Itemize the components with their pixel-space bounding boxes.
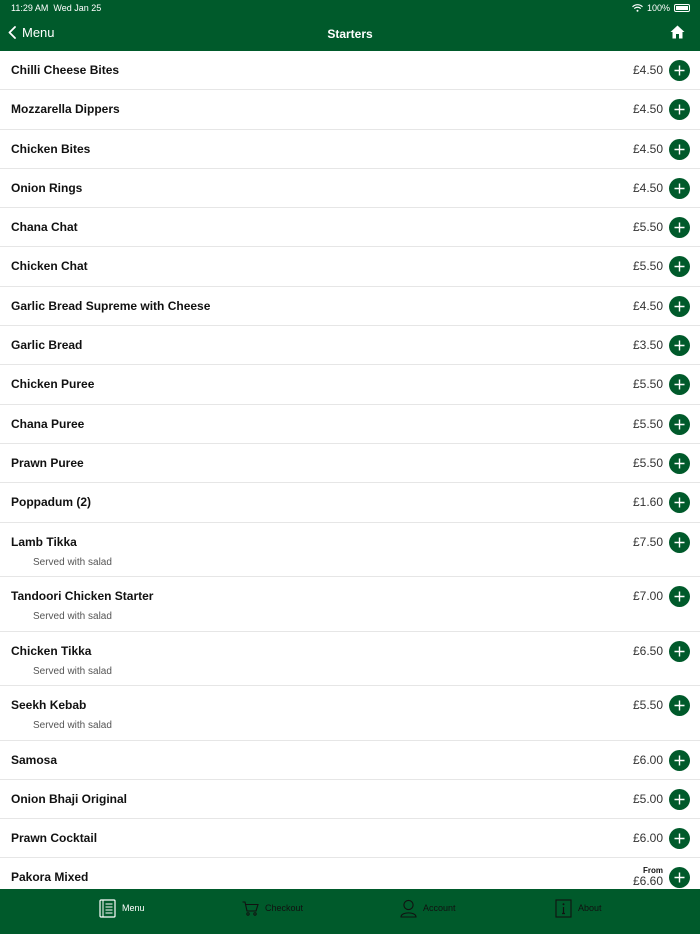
- plus-icon: [669, 453, 690, 474]
- status-time: 11:29 AM Wed Jan 25: [11, 3, 102, 13]
- menu-item-price: £7.50: [632, 534, 663, 549]
- plus-icon: [669, 641, 690, 662]
- menu-item-price: £4.50: [632, 63, 663, 77]
- menu-item-price: £5.50: [632, 416, 663, 431]
- menu-item-description: Served with salad: [33, 720, 112, 732]
- menu-item-row[interactable]: [0, 326, 700, 365]
- tab-bar: [0, 889, 700, 934]
- menu-item-price: £5.50: [632, 455, 663, 470]
- menu-item-row[interactable]: [0, 444, 700, 483]
- menu-item-row[interactable]: [0, 577, 700, 632]
- plus-icon: [669, 99, 690, 120]
- menu-item-row[interactable]: [0, 287, 700, 326]
- add-item-button[interactable]: [669, 828, 690, 849]
- menu-item-name: Onion Rings: [11, 180, 83, 195]
- price-prefix: From: [643, 866, 663, 876]
- menu-item-row[interactable]: [0, 780, 700, 819]
- menu-item-price: £6.50: [632, 643, 663, 658]
- menu-item-price: £6.60: [632, 874, 663, 889]
- menu-item-name: Prawn Puree: [11, 455, 84, 470]
- add-item-button[interactable]: [669, 492, 690, 513]
- person-icon: [400, 899, 417, 918]
- battery-percent: 100%: [646, 3, 670, 13]
- menu-item-row[interactable]: [0, 858, 700, 889]
- menu-item-price: £5.50: [632, 220, 663, 235]
- plus-icon: [669, 414, 690, 435]
- menu-item-price: £5.50: [632, 377, 663, 392]
- menu-item-name: Chilli Cheese Bites: [11, 63, 120, 77]
- menu-book-icon: [99, 899, 116, 918]
- menu-item-description: Served with salad: [33, 611, 112, 623]
- home-button[interactable]: [670, 25, 685, 44]
- menu-item-name: Pakora Mixed: [11, 870, 89, 885]
- menu-item-price: £5.50: [632, 698, 663, 713]
- menu-item-name: Garlic Bread Supreme with Cheese: [11, 298, 211, 313]
- tab-label: Menu: [122, 903, 145, 913]
- status-bar: [0, 0, 700, 17]
- menu-item-name: Chana Puree: [11, 416, 85, 431]
- add-item-button[interactable]: [669, 750, 690, 771]
- tab-menu[interactable]: [99, 897, 145, 919]
- menu-item-price: £4.50: [632, 180, 663, 195]
- menu-item-name: Chicken Puree: [11, 377, 95, 392]
- add-item-button[interactable]: [669, 60, 690, 81]
- menu-item-row[interactable]: [0, 90, 700, 129]
- menu-item-name: Prawn Cocktail: [11, 831, 98, 846]
- tab-label: About: [578, 903, 602, 913]
- battery-icon: [674, 4, 690, 12]
- add-item-button[interactable]: [669, 695, 690, 716]
- menu-item-price: £7.00: [632, 589, 663, 604]
- menu-item-row[interactable]: [0, 523, 700, 578]
- add-item-button[interactable]: [669, 641, 690, 662]
- add-item-button[interactable]: [669, 374, 690, 395]
- menu-item-price: £5.00: [632, 791, 663, 806]
- plus-icon: [669, 695, 690, 716]
- add-item-button[interactable]: [669, 99, 690, 120]
- tab-label: Account: [423, 903, 456, 913]
- add-item-button[interactable]: [669, 335, 690, 356]
- add-item-button[interactable]: [669, 414, 690, 435]
- menu-item-name: Chana Chat: [11, 220, 78, 235]
- menu-item-name: Tandoori Chicken Starter: [11, 589, 154, 604]
- menu-item-list: [0, 51, 700, 889]
- menu-item-name: Chicken Bites: [11, 141, 91, 156]
- plus-icon: [669, 217, 690, 238]
- home-icon: [670, 25, 685, 39]
- menu-item-name: Chicken Tikka: [11, 643, 92, 658]
- menu-item-row[interactable]: [0, 169, 700, 208]
- menu-item-row[interactable]: [0, 632, 700, 687]
- menu-item-description: Served with salad: [33, 665, 112, 677]
- status-date: Wed Jan 25: [53, 3, 102, 13]
- menu-item-row[interactable]: [0, 819, 700, 858]
- menu-item-name: Samosa: [11, 752, 58, 767]
- plus-icon: [669, 256, 690, 277]
- back-label: Menu: [22, 25, 55, 40]
- menu-item-price-from: [632, 866, 663, 889]
- add-item-button[interactable]: [669, 453, 690, 474]
- top-bar: [0, 0, 700, 51]
- tab-account[interactable]: [400, 897, 456, 919]
- info-icon: [555, 899, 572, 918]
- menu-item-row[interactable]: [0, 405, 700, 444]
- add-item-button[interactable]: [669, 217, 690, 238]
- plus-icon: [669, 750, 690, 771]
- menu-item-price: £6.00: [632, 831, 663, 846]
- menu-item-name: Poppadum (2): [11, 495, 91, 510]
- add-item-button[interactable]: [669, 256, 690, 277]
- menu-item-price: £1.60: [632, 495, 663, 510]
- menu-item-row[interactable]: [0, 247, 700, 286]
- plus-icon: [669, 139, 690, 160]
- plus-icon: [669, 492, 690, 513]
- menu-item-price: £6.00: [632, 752, 663, 767]
- add-item-button[interactable]: [669, 532, 690, 553]
- menu-item-name: Garlic Bread: [11, 338, 83, 353]
- menu-item-row[interactable]: [0, 365, 700, 404]
- menu-item-row[interactable]: [0, 741, 700, 780]
- add-item-button[interactable]: [669, 139, 690, 160]
- plus-icon: [669, 178, 690, 199]
- menu-item-name: Seekh Kebab: [11, 698, 87, 713]
- add-item-button[interactable]: [669, 296, 690, 317]
- tab-checkout[interactable]: [242, 897, 303, 919]
- add-item-button[interactable]: [669, 789, 690, 810]
- plus-icon: [669, 828, 690, 849]
- tab-label: Checkout: [265, 903, 304, 913]
- menu-item-description: Served with salad: [33, 556, 112, 568]
- add-item-button[interactable]: [669, 178, 690, 199]
- menu-item-name: Lamb Tikka: [11, 534, 77, 549]
- menu-item-row[interactable]: [0, 130, 700, 169]
- plus-icon: [669, 789, 690, 810]
- wifi-icon: [632, 4, 643, 12]
- tab-about[interactable]: [555, 897, 602, 919]
- menu-item-price: £4.50: [632, 102, 663, 117]
- add-item-button[interactable]: [669, 867, 690, 888]
- menu-item-name: Mozzarella Dippers: [11, 102, 120, 117]
- menu-item-row[interactable]: [0, 686, 700, 741]
- cart-icon: [242, 901, 259, 916]
- plus-icon: [669, 296, 690, 317]
- menu-item-name: Onion Bhaji Original: [11, 791, 128, 806]
- menu-item-price: £3.50: [632, 338, 663, 353]
- nav-bar: [0, 17, 700, 51]
- plus-icon: [669, 867, 690, 888]
- menu-item-row[interactable]: [0, 483, 700, 522]
- add-item-button[interactable]: [669, 586, 690, 607]
- page-title: Starters: [327, 27, 373, 41]
- menu-item-price: £4.50: [632, 298, 663, 313]
- plus-icon: [669, 532, 690, 553]
- menu-item-price: £5.50: [632, 259, 663, 274]
- plus-icon: [669, 60, 690, 81]
- menu-item-row[interactable]: [0, 208, 700, 247]
- plus-icon: [669, 335, 690, 356]
- menu-item-row[interactable]: [0, 51, 700, 90]
- plus-icon: [669, 586, 690, 607]
- status-right: [632, 3, 690, 13]
- menu-item-name: Chicken Chat: [11, 259, 88, 274]
- plus-icon: [669, 374, 690, 395]
- menu-item-price: £4.50: [632, 141, 663, 156]
